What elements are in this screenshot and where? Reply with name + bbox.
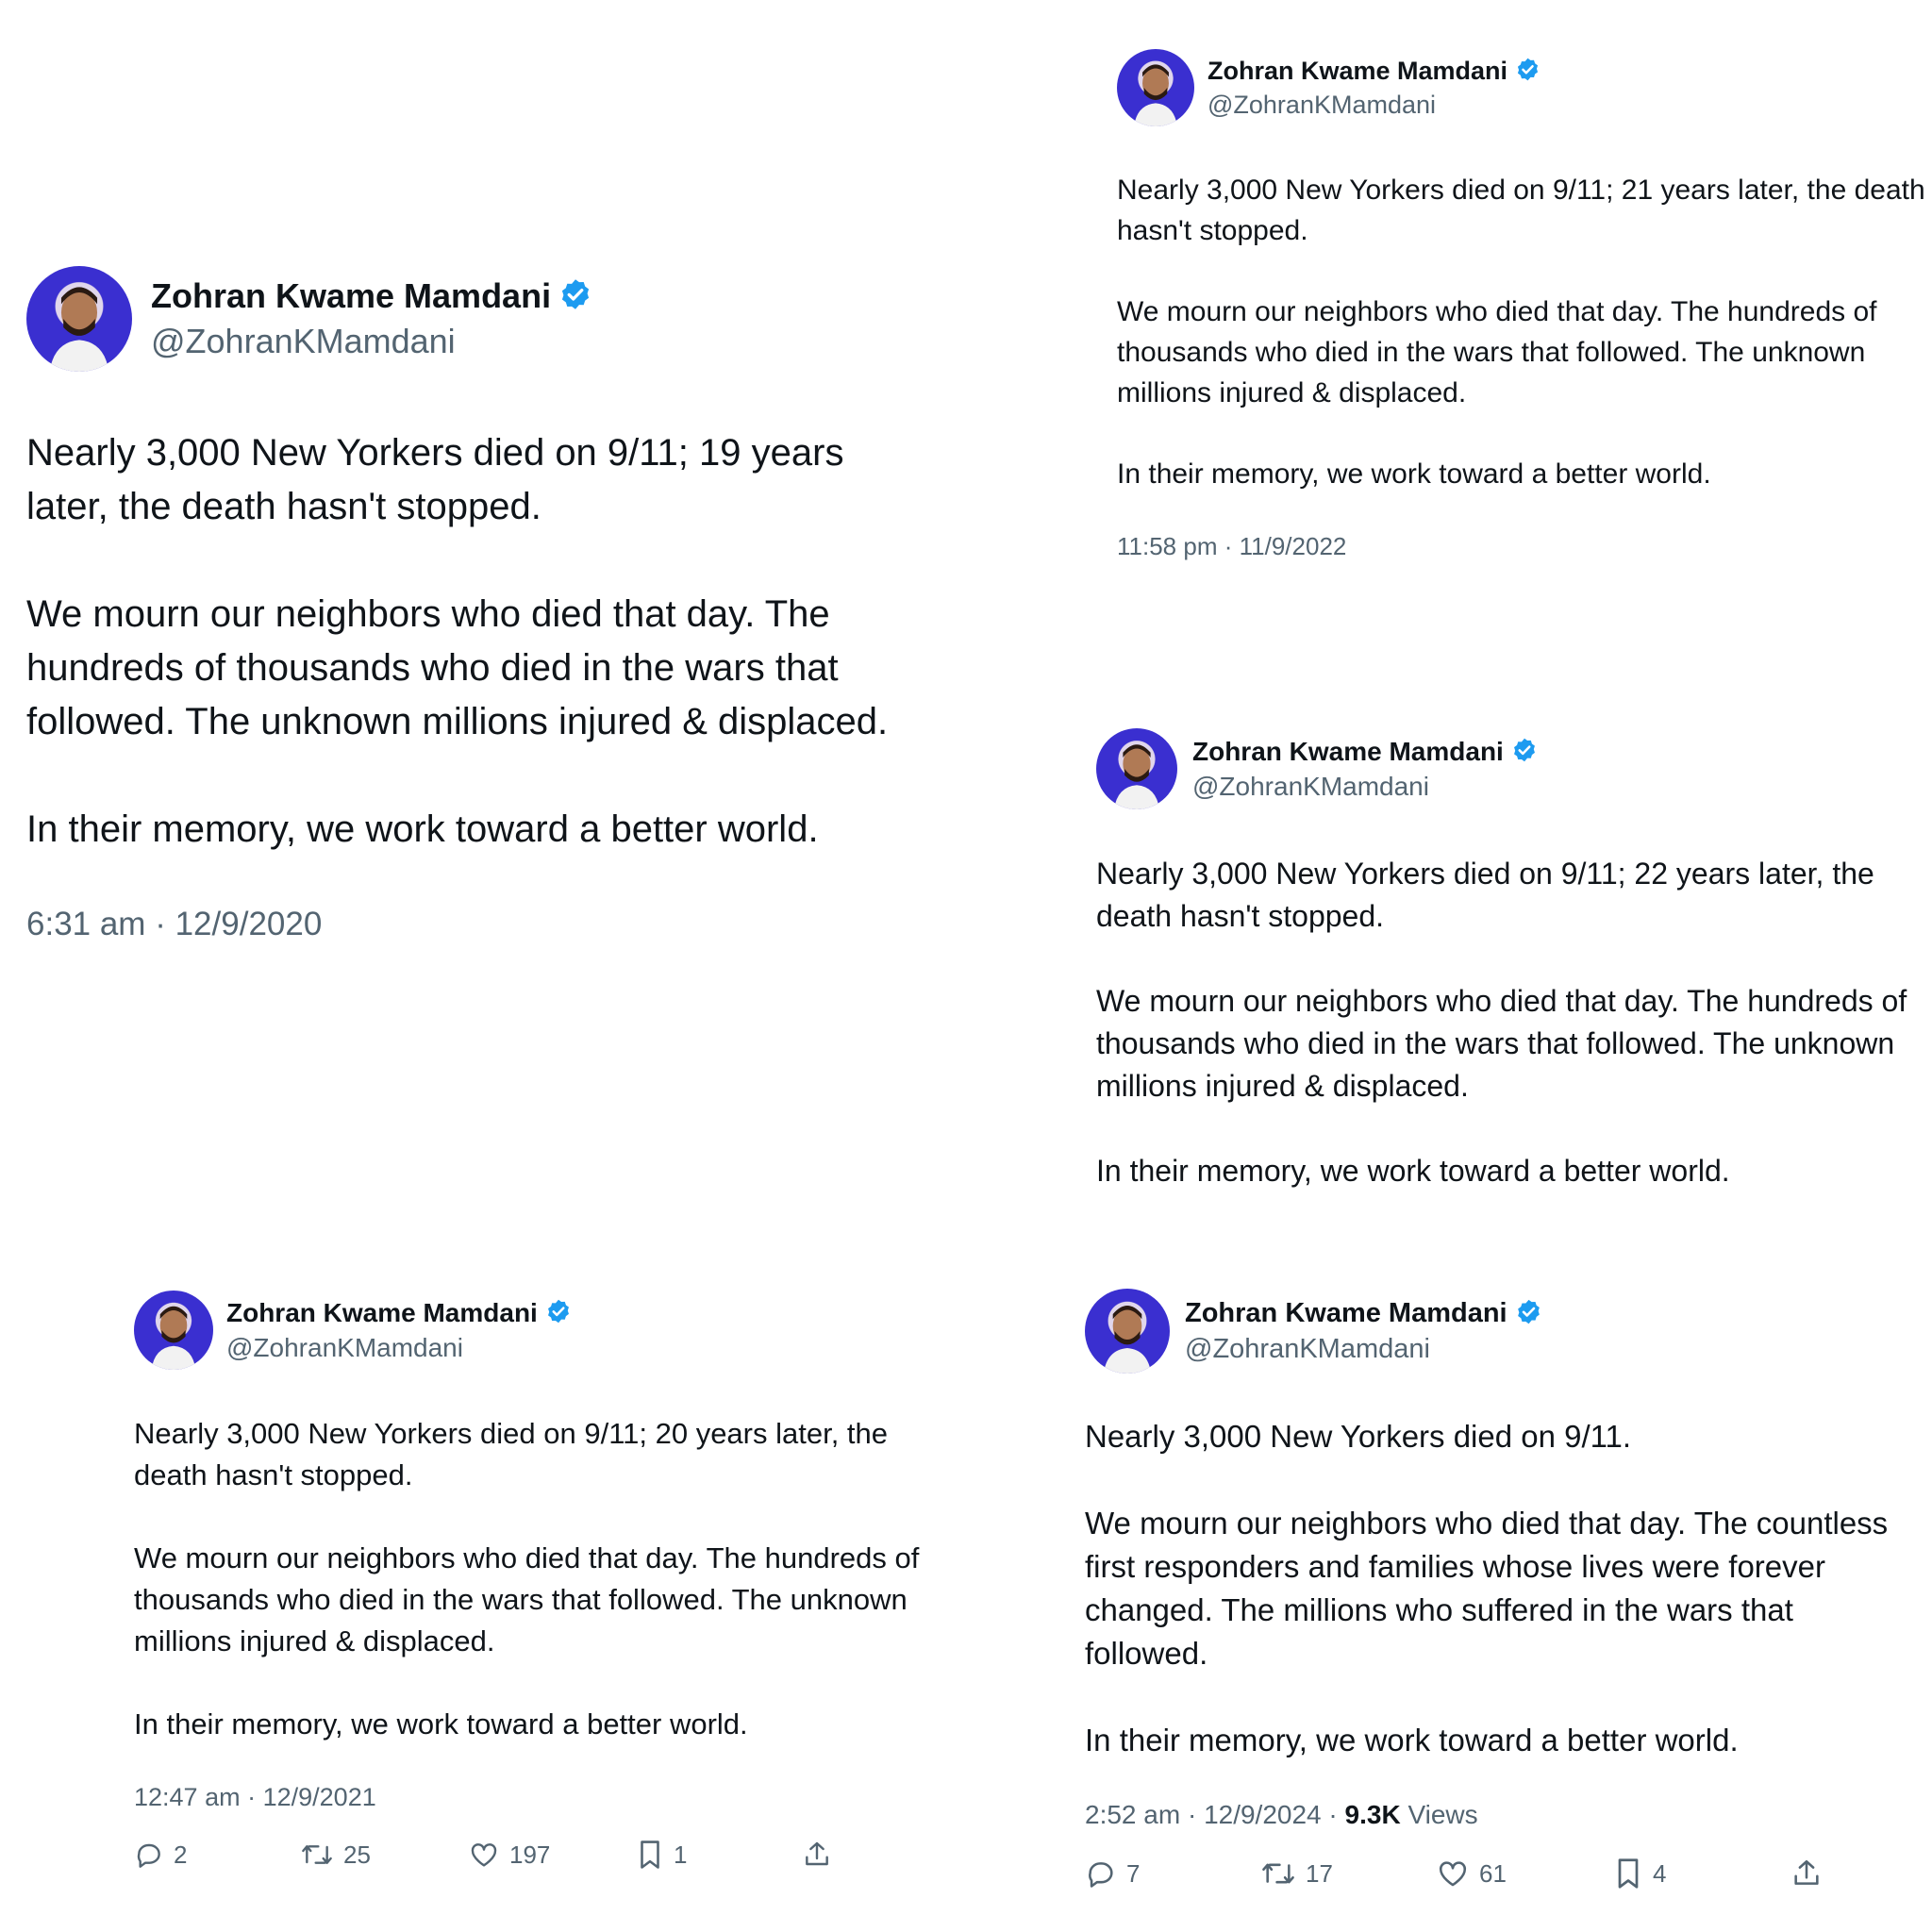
display-name[interactable]: Zohran Kwame Mamdani <box>226 1298 538 1327</box>
share-icon <box>802 1839 832 1871</box>
meta-separator: · <box>1224 532 1233 560</box>
tweet-actions <box>1085 1857 1924 1890</box>
verified-badge-icon <box>1515 1298 1542 1330</box>
user-handle[interactable]: @ZohranKMamdani <box>1192 771 1429 801</box>
meta-separator: · <box>247 1783 257 1811</box>
bookmark-icon <box>636 1839 664 1871</box>
repost-count: 17 <box>1306 1858 1333 1888</box>
tweet-time: 12:47 am <box>134 1783 241 1811</box>
avatar-portrait-icon <box>1117 49 1194 126</box>
like-count: 61 <box>1479 1858 1507 1888</box>
avatar-portrait-icon <box>1085 1289 1170 1374</box>
tweet-text <box>26 426 932 857</box>
bookmark-button[interactable] <box>1613 1857 1790 1890</box>
display-name[interactable]: Zohran Kwame Mamdani <box>1185 1298 1507 1328</box>
tweet-2023[interactable] <box>1096 728 1926 1192</box>
tweet-paragraph: In their memory, we work toward a better world. <box>134 1707 748 1740</box>
avatar[interactable] <box>1117 49 1194 126</box>
like-icon <box>1436 1857 1470 1890</box>
share-icon <box>1790 1857 1823 1890</box>
like-button[interactable] <box>1436 1857 1613 1890</box>
tweet-timestamp[interactable] <box>1117 532 1928 561</box>
like-count: 197 <box>509 1840 551 1869</box>
view-count: 9.3K <box>1344 1800 1401 1829</box>
tweet-2020[interactable] <box>26 266 932 943</box>
verified-badge-icon <box>558 277 592 316</box>
bookmark-button[interactable] <box>636 1839 802 1871</box>
tweet-paragraph: We mourn our neighbors who died that day. The hundreds of thousands who died in the wars that followed. The unknown millions injured & displaced. <box>1096 984 1907 1103</box>
user-handle[interactable]: @ZohranKMamdani <box>1208 90 1437 119</box>
tweet-date: 12/9/2021 <box>262 1783 376 1811</box>
tweet-2022[interactable] <box>1117 49 1928 561</box>
tweet-time: 11:58 pm <box>1117 532 1218 560</box>
repost-button[interactable] <box>1260 1857 1436 1890</box>
meta-separator: · <box>1187 1800 1197 1829</box>
tweet-text <box>1085 1415 1924 1762</box>
tweet-paragraph: In their memory, we work toward a better world. <box>1117 458 1711 490</box>
bookmark-icon <box>1613 1857 1643 1890</box>
tweet-2024[interactable] <box>1085 1289 1924 1890</box>
tweet-timestamp[interactable] <box>134 1783 945 1812</box>
avatar[interactable] <box>26 266 132 372</box>
tweet-header <box>1096 728 1926 809</box>
avatar[interactable] <box>1085 1289 1170 1374</box>
tweet-paragraph: In their memory, we work toward a better world. <box>1085 1723 1739 1757</box>
tweet-paragraph: Nearly 3,000 New Yorkers died on 9/11; 20 years later, the death hasn't stopped. <box>134 1417 889 1491</box>
tweet-paragraph: We mourn our neighbors who died that day. The countless first responders and families whose lives were forever changed. The millions who suffered in the wars that followed. <box>1085 1506 1889 1671</box>
tweet-text <box>134 1413 945 1745</box>
tweet-paragraph: Nearly 3,000 New Yorkers died on 9/11. <box>1085 1419 1632 1454</box>
verified-badge-icon <box>1511 737 1538 768</box>
tweet-paragraph: We mourn our neighbors who died that day. The hundreds of thousands who died in the wars that followed. The unknown millions injured & displaced. <box>1117 296 1877 408</box>
tweet-header <box>1117 49 1928 126</box>
avatar-portrait-icon <box>26 266 132 372</box>
tweet-timestamp[interactable] <box>1085 1800 1924 1830</box>
reply-button[interactable] <box>1085 1857 1260 1890</box>
display-name[interactable]: Zohran Kwame Mamdani <box>1208 57 1508 85</box>
tweet-time: 2:52 am <box>1085 1800 1181 1829</box>
tweet-date: 12/9/2024 <box>1204 1800 1322 1829</box>
tweet-actions <box>134 1839 945 1871</box>
like-icon <box>468 1840 500 1870</box>
tweet-time: 6:31 am <box>26 906 146 942</box>
user-handle[interactable]: @ZohranKMamdani <box>1185 1333 1430 1364</box>
tweet-paragraph: Nearly 3,000 New Yorkers died on 9/11; 21 years later, the death hasn't stopped. <box>1117 175 1925 246</box>
user-handle[interactable]: @ZohranKMamdani <box>226 1332 463 1362</box>
reply-icon <box>1085 1857 1117 1890</box>
like-button[interactable] <box>468 1840 636 1870</box>
avatar-portrait-icon <box>134 1291 213 1370</box>
tweet-date: 11/9/2022 <box>1239 532 1347 560</box>
user-handle[interactable]: @ZohranKMamdani <box>151 322 456 360</box>
tweet-paragraph: In their memory, we work toward a better world. <box>1096 1154 1730 1188</box>
tweet-date: 12/9/2020 <box>175 906 323 942</box>
tweet-text <box>1117 170 1928 494</box>
verified-badge-icon <box>1515 57 1541 87</box>
tweet-paragraph: Nearly 3,000 New Yorkers died on 9/11; 22 years later, the death hasn't stopped. <box>1096 857 1874 933</box>
repost-icon <box>1260 1857 1296 1890</box>
display-name[interactable]: Zohran Kwame Mamdani <box>151 276 552 315</box>
tweet-header <box>26 266 932 372</box>
tweet-paragraph: We mourn our neighbors who died that day. The hundreds of thousands who died in the wars that followed. The unknown millions injured & displaced. <box>26 593 889 742</box>
reply-count: 7 <box>1126 1858 1141 1888</box>
repost-icon <box>300 1840 334 1870</box>
bookmark-count: 1 <box>674 1840 688 1869</box>
tweet-header <box>134 1291 945 1370</box>
repost-count: 25 <box>343 1840 371 1869</box>
avatar-portrait-icon <box>1096 728 1177 809</box>
repost-button[interactable] <box>300 1840 468 1870</box>
share-button[interactable] <box>802 1839 832 1871</box>
tweet-text <box>1096 853 1926 1192</box>
meta-separator: · <box>1328 1800 1338 1829</box>
tweet-header <box>1085 1289 1924 1374</box>
bookmark-count: 4 <box>1653 1858 1667 1888</box>
share-button[interactable] <box>1790 1857 1823 1890</box>
avatar[interactable] <box>134 1291 213 1370</box>
tweet-paragraph: Nearly 3,000 New Yorkers died on 9/11; 19 years later, the death hasn't stopped. <box>26 432 844 527</box>
tweet-2021[interactable] <box>134 1291 945 1871</box>
tweet-timestamp[interactable] <box>26 906 932 943</box>
display-name[interactable]: Zohran Kwame Mamdani <box>1192 737 1504 766</box>
views-label: Views <box>1407 1800 1478 1829</box>
reply-button[interactable] <box>134 1840 300 1870</box>
reply-icon <box>134 1840 164 1870</box>
verified-badge-icon <box>545 1298 572 1329</box>
meta-separator: · <box>155 906 166 942</box>
avatar[interactable] <box>1096 728 1177 809</box>
reply-count: 2 <box>174 1840 188 1869</box>
tweet-paragraph: We mourn our neighbors who died that day. The hundreds of thousands who died in the wars that followed. The unknown millions injured & displaced. <box>134 1541 920 1657</box>
tweet-paragraph: In their memory, we work toward a better world. <box>26 808 819 850</box>
